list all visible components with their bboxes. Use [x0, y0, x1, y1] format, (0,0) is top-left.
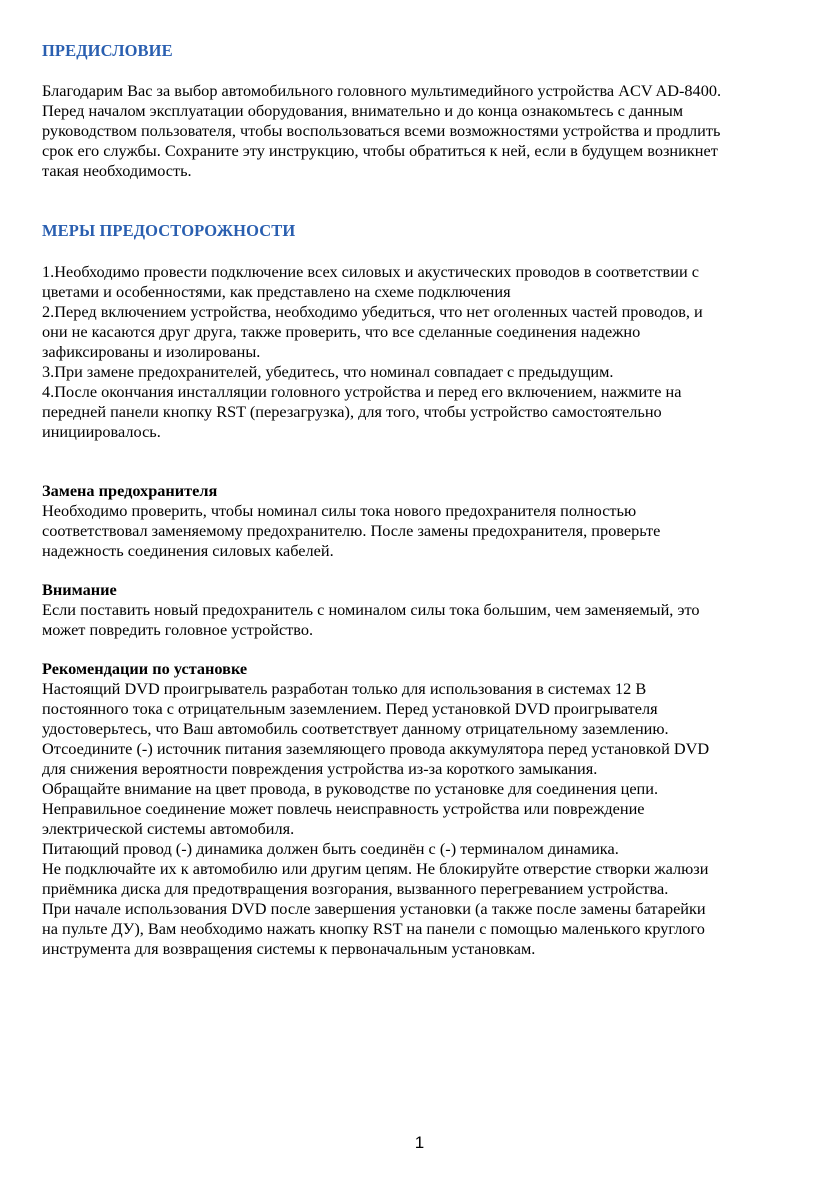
paragraph-line: приёмника диска для предотвращения возгорания, вызванного перегреванием устройства. [42, 879, 669, 898]
warning-subheading: Внимание [42, 580, 117, 599]
list-item-line: 3.При замене предохранителей, убедитесь, что номинал совпадает с предыдущим. [42, 362, 614, 381]
paragraph-line: руководством пользователя, чтобы воспользоваться всеми возможностями устройства и продлить [42, 121, 721, 140]
list-item-line: зафиксированы и изолированы. [42, 342, 261, 361]
list-item-line: инициировалось. [42, 422, 161, 441]
paragraph-line: Настоящий DVD проигрыватель разработан только для использования в системах 12 В [42, 679, 647, 698]
warning-section [42, 580, 802, 640]
list-item-line: 1.Необходимо провести подключение всех силовых и акустических проводов в соответствии с [42, 262, 699, 281]
paragraph-line: соответствовал заменяемому предохранителю. После замены предохранителя, проверьте [42, 521, 661, 540]
paragraph-line: Благодарим Вас за выбор автомобильного головного мультимедийного устройства ACV AD-8400. [42, 81, 722, 100]
paragraph-line: При начале использования DVD после завершения установки (а также после замены батарейки [42, 899, 706, 918]
list-item-line: 2.Перед включением устройства, необходимо убедиться, что нет оголенных частей проводов, и [42, 302, 703, 321]
paragraph-line: постоянного тока с отрицательным заземлением. Перед установкой DVD проигрывателя [42, 699, 658, 718]
paragraph-line: Необходимо проверить, чтобы номинал силы тока нового предохранителя полностью [42, 501, 637, 520]
precautions-heading: МЕРЫ ПРЕДОСТОРОЖНОСТИ [42, 221, 296, 240]
paragraph-line: удостоверьтесь, что Ваш автомобиль соответствует данному отрицательному заземлению. [42, 719, 669, 738]
paragraph-line: Если поставить новый предохранитель с номиналом силы тока большим, чем заменяемый, это [42, 600, 700, 619]
paragraph-line: Отсоедините (-) источник питания заземляющего провода аккумулятора перед установкой DVD [42, 739, 710, 758]
list-item-line: 4.После окончания инсталляции головного устройства и перед его включением, нажмите на [42, 382, 682, 401]
paragraph-line: инструмента для возвращения системы к первоначальным установкам. [42, 939, 536, 958]
precautions-list [42, 262, 802, 442]
list-item-line: передней панели кнопку RST (перезагрузка), для того, чтобы устройство самостоятельно [42, 402, 662, 421]
fuse-section [42, 481, 802, 561]
paragraph-line: такая необходимость. [42, 161, 192, 180]
paragraph-line: Не подключайте их к автомобилю или другим цепям. Не блокируйте отверстие створки жалюзи [42, 859, 709, 878]
list-item-line: цветами и особенностями, как представлено на схеме подключения [42, 282, 511, 301]
paragraph-line: на пульте ДУ), Вам необходимо нажать кнопку RST на панели с помощью маленького круглого [42, 919, 705, 938]
install-section [42, 659, 802, 959]
install-subheading: Рекомендации по установке [42, 659, 248, 678]
paragraph-line: электрической системы автомобиля. [42, 819, 295, 838]
fuse-subheading: Замена предохранителя [42, 481, 218, 500]
paragraph-line: для снижения вероятности повреждения устройства из-за короткого замыкания. [42, 759, 598, 778]
paragraph-line: Питающий провод (-) динамика должен быть соединён с (-) терминалом динамика. [42, 839, 619, 858]
preface-heading: ПРЕДИСЛОВИЕ [42, 41, 173, 60]
page-number: 1 [414, 1133, 425, 1152]
paragraph-line: Обращайте внимание на цвет провода, в руководстве по установке для соединения цепи. [42, 779, 659, 798]
paragraph-line: может повредить головное устройство. [42, 620, 314, 639]
list-item-line: они не касаются друг друга, также проверить, что все сделанные соединения надежно [42, 322, 641, 341]
paragraph-line: Неправильное соединение может повлечь неисправность устройства или повреждение [42, 799, 645, 818]
paragraph-line: Перед началом эксплуатации оборудования, внимательно и до конца ознакомьтесь с данным [42, 101, 684, 120]
paragraph-line: надежность соединения силовых кабелей. [42, 541, 334, 560]
preface-paragraph [42, 81, 802, 181]
paragraph-line: срок его службы. Сохраните эту инструкцию, чтобы обратиться к ней, если в будущем возникнет [42, 141, 718, 160]
